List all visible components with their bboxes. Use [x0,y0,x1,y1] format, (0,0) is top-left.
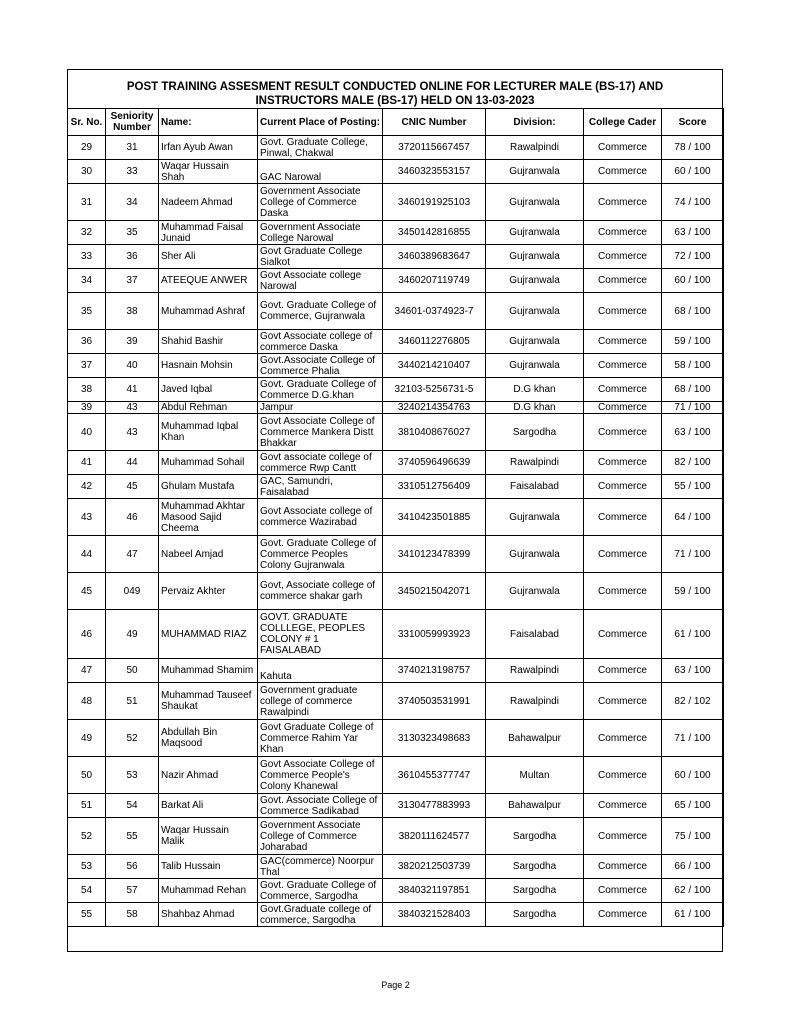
cell-score: 66 / 100 [662,855,724,879]
cell-cadre: Commerce [584,136,662,160]
cell-place: Govt Associate college of commerce Daska [258,330,383,354]
cell-place: Govt Graduate College Sialkot [258,245,383,269]
table-row [68,903,724,927]
table-row [68,855,724,879]
cell-name: Abdul Rehman [159,402,258,414]
cell-cnic: 3310059993923 [383,610,486,659]
cell-score: 65 / 100 [662,794,724,818]
cell-score: 74 / 100 [662,184,724,221]
cell-score: 71 / 100 [662,536,724,573]
cell-name: Waqar Hussain Shah [159,160,258,184]
cell-name: Muhammad Sohail [159,451,258,475]
cell-cnic: 3130323498683 [383,720,486,757]
cell-sr: 49 [68,720,106,757]
cell-seniority: 56 [106,855,159,879]
cell-score: 59 / 100 [662,330,724,354]
cell-name: Sher Ali [159,245,258,269]
cell-cadre: Commerce [584,879,662,903]
cell-division: Rawalpindi [486,659,584,683]
cell-seniority: 39 [106,330,159,354]
cell-place: Government graduate college of commerce Rawalpindi [258,683,383,720]
cell-division: Multan [486,757,584,794]
page-number: Page 2 [381,980,410,990]
table-row [68,402,724,414]
header-name: Name: [159,109,258,136]
cell-sr: 30 [68,160,106,184]
cell-cnic: 32103-5256731-5 [383,378,486,402]
cell-cadre: Commerce [584,720,662,757]
cell-place: Govt associate college of commerce Rwp Cantt [258,451,383,475]
cell-division: Sargodha [486,879,584,903]
cell-sr: 37 [68,354,106,378]
cell-score: 68 / 100 [662,293,724,330]
cell-place: Government Associate College of Commerce Joharabad [258,818,383,855]
cell-name: Nadeem Ahmad [159,184,258,221]
table-row [68,659,724,683]
cell-score: 59 / 100 [662,573,724,610]
cell-cadre: Commerce [584,269,662,293]
cell-cnic: 3460112276805 [383,330,486,354]
cell-sr: 50 [68,757,106,794]
header-seniority: Seniority Number [106,109,159,136]
cell-division: Gujranwala [486,573,584,610]
cell-cadre: Commerce [584,683,662,720]
cell-place: Govt. Associate College of Commerce Sadikabad [258,794,383,818]
cell-sr: 54 [68,879,106,903]
cell-cadre: Commerce [584,573,662,610]
cell-seniority: 49 [106,610,159,659]
cell-cnic: 3740213198757 [383,659,486,683]
header-division: Division: [486,109,584,136]
cell-division: Gujranwala [486,354,584,378]
table-row [68,136,724,160]
cell-cadre: Commerce [584,610,662,659]
cell-score: 72 / 100 [662,245,724,269]
cell-division: Gujranwala [486,293,584,330]
cell-sr: 51 [68,794,106,818]
cell-score: 61 / 100 [662,903,724,927]
cell-seniority: 34 [106,184,159,221]
cell-name: Nazir Ahmad [159,757,258,794]
cell-cnic: 3310512756409 [383,475,486,499]
cell-score: 64 / 100 [662,499,724,536]
cell-division: Bahawalpur [486,720,584,757]
cell-score: 68 / 100 [662,378,724,402]
cell-sr: 32 [68,221,106,245]
cell-place: Govt.Associate College of Commerce Phalia [258,354,383,378]
cell-seniority: 33 [106,160,159,184]
cell-sr: 36 [68,330,106,354]
cell-sr: 38 [68,378,106,402]
cell-seniority: 40 [106,354,159,378]
cell-seniority: 58 [106,903,159,927]
table-row [68,451,724,475]
cell-name: Nabeel Amjad [159,536,258,573]
table-row [68,720,724,757]
cell-name: Shahid Bashir [159,330,258,354]
cell-cnic: 3740503531991 [383,683,486,720]
table-row [68,879,724,903]
cell-score: 63 / 100 [662,659,724,683]
cell-place: Govt Associate College of Commerce People's Colony Khanewal [258,757,383,794]
cell-name: Muhammad Akhtar Masood Sajid Cheema [159,499,258,536]
cell-name: Hasnain Mohsin [159,354,258,378]
cell-sr: 55 [68,903,106,927]
cell-cnic: 3460389683647 [383,245,486,269]
table-row [68,221,724,245]
cell-seniority: 46 [106,499,159,536]
cell-sr: 52 [68,818,106,855]
cell-cadre: Commerce [584,354,662,378]
table-row [68,354,724,378]
cell-seniority: 43 [106,402,159,414]
cell-score: 63 / 100 [662,221,724,245]
table-row [68,475,724,499]
cell-cadre: Commerce [584,475,662,499]
cell-division: Rawalpindi [486,451,584,475]
cell-place: Government Associate College of Commerce Daska [258,184,383,221]
table-row [68,269,724,293]
cell-sr: 45 [68,573,106,610]
cell-seniority: 57 [106,879,159,903]
cell-division: Gujranwala [486,499,584,536]
cell-name: Muhammad Ashraf [159,293,258,330]
cell-cnic: 3440214210407 [383,354,486,378]
cell-score: 78 / 100 [662,136,724,160]
cell-place: Govt. Graduate College of Commerce D.G.khan [258,378,383,402]
table-row [68,184,724,221]
cell-name: Muhammad Faisal Junaid [159,221,258,245]
cell-division: D.G khan [486,402,584,414]
cell-cnic: 3460323553157 [383,160,486,184]
table-row [68,378,724,402]
cell-seniority: 36 [106,245,159,269]
cell-seniority: 35 [106,221,159,245]
table-row [68,610,724,659]
cell-name: Barkat Ali [159,794,258,818]
header-cnic: CNIC Number [383,109,486,136]
cell-division: Gujranwala [486,245,584,269]
cell-name: Irfan Ayub Awan [159,136,258,160]
cell-name: MUHAMMAD RIAZ [159,610,258,659]
cell-place: Govt. Graduate College of Commerce, Gujranwala [258,293,383,330]
cell-name: Muhammad Tauseef Shaukat [159,683,258,720]
cell-seniority: 53 [106,757,159,794]
cell-cnic: 3450142816855 [383,221,486,245]
cell-seniority: 45 [106,475,159,499]
cell-sr: 44 [68,536,106,573]
table-row [68,818,724,855]
cell-cnic: 3820111624577 [383,818,486,855]
cell-cnic: 3810408676027 [383,414,486,451]
cell-place: Govt Graduate College of Commerce Rahim Yar Khan [258,720,383,757]
cell-cnic: 3720115667457 [383,136,486,160]
cell-score: 60 / 100 [662,160,724,184]
cell-cadre: Commerce [584,378,662,402]
table-row [68,683,724,720]
cell-name: Muhammad Rehan [159,879,258,903]
cell-cnic: 3840321197851 [383,879,486,903]
cell-score: 82 / 100 [662,451,724,475]
cell-sr: 40 [68,414,106,451]
cell-place: Govt.Graduate college of commerce, Sargodha [258,903,383,927]
cell-place: Jampur [258,402,383,414]
cell-sr: 48 [68,683,106,720]
cell-cadre: Commerce [584,794,662,818]
cell-cnic: 3840321528403 [383,903,486,927]
cell-place: Govt. Graduate College, Pinwal, Chakwal [258,136,383,160]
cell-division: Sargodha [486,414,584,451]
table-row [68,330,724,354]
cell-cadre: Commerce [584,414,662,451]
table-row [68,573,724,610]
cell-sr: 33 [68,245,106,269]
cell-sr: 41 [68,451,106,475]
cell-place: Govt. Graduate College of Commerce, Sargodha [258,879,383,903]
cell-sr: 35 [68,293,106,330]
cell-cadre: Commerce [584,855,662,879]
cell-place: Kahuta [258,659,383,683]
cell-sr: 31 [68,184,106,221]
cell-cnic: 3460191925103 [383,184,486,221]
cell-division: Gujranwala [486,184,584,221]
cell-cadre: Commerce [584,757,662,794]
cell-name: Muhammad Iqbal Khan [159,414,258,451]
cell-seniority: 47 [106,536,159,573]
cell-division: Rawalpindi [486,136,584,160]
cell-name: Javed Iqbal [159,378,258,402]
cell-score: 75 / 100 [662,818,724,855]
cell-score: 58 / 100 [662,354,724,378]
cell-score: 61 / 100 [662,610,724,659]
cell-seniority: 55 [106,818,159,855]
table-row [68,757,724,794]
cell-score: 60 / 100 [662,757,724,794]
cell-division: D.G khan [486,378,584,402]
cell-cadre: Commerce [584,221,662,245]
cell-name: Ghulam Mustafa [159,475,258,499]
title-line-2: INSTRUCTORS MALE (BS-17) HELD ON 13-03-2023 [255,95,535,107]
cell-cnic: 3450215042071 [383,573,486,610]
cell-division: Rawalpindi [486,683,584,720]
table-row [68,414,724,451]
header-place: Current Place of Posting: [258,109,383,136]
cell-cadre: Commerce [584,330,662,354]
cell-place: Government Associate College Narowal [258,221,383,245]
cell-score: 55 / 100 [662,475,724,499]
cell-name: Pervaiz Akhter [159,573,258,610]
cell-seniority: 31 [106,136,159,160]
cell-name: Waqar Hussain Malik [159,818,258,855]
cell-sr: 53 [68,855,106,879]
cell-sr: 29 [68,136,106,160]
table-header-row [68,109,724,136]
cell-cnic: 3740596496639 [383,451,486,475]
cell-cnic: 3410123478399 [383,536,486,573]
cell-cadre: Commerce [584,818,662,855]
title-line-1: POST TRAINING ASSESMENT RESULT CONDUCTED ONLINE FOR LECTURER MALE (BS-17) AND [126,81,664,93]
cell-name: Talib Hussain [159,855,258,879]
cell-place: Govt. Graduate College of Commerce Peoples Colony Gujranwala [258,536,383,573]
cell-seniority: 37 [106,269,159,293]
cell-place: Govt Associate college of commerce Wazirabad [258,499,383,536]
result-table [67,108,724,927]
cell-seniority: 52 [106,720,159,757]
cell-sr: 47 [68,659,106,683]
cell-cnic: 34601-0374923-7 [383,293,486,330]
cell-division: Gujranwala [486,160,584,184]
table-row [68,794,724,818]
cell-sr: 42 [68,475,106,499]
cell-sr: 39 [68,402,106,414]
cell-division: Sargodha [486,903,584,927]
cell-division: Faisalabad [486,475,584,499]
cell-division: Sargodha [486,855,584,879]
cell-cadre: Commerce [584,245,662,269]
cell-place: Govt Associate college Narowal [258,269,383,293]
cell-division: Gujranwala [486,330,584,354]
table-row [68,536,724,573]
cell-cnic: 3820212503739 [383,855,486,879]
cell-seniority: 50 [106,659,159,683]
cell-sr: 46 [68,610,106,659]
table-row [68,160,724,184]
header-cadre: College Cader [584,109,662,136]
cell-name: ATEEQUE ANWER [159,269,258,293]
table-row [68,293,724,330]
cell-seniority: 44 [106,451,159,475]
cell-cadre: Commerce [584,451,662,475]
cell-place: Govt Associate College of Commerce Mankera Distt Bhakkar [258,414,383,451]
cell-seniority: 38 [106,293,159,330]
cell-name: Muhammad Shamim [159,659,258,683]
cell-name: Abdullah Bin Maqsood [159,720,258,757]
cell-cadre: Commerce [584,536,662,573]
cell-cnic: 3130477883993 [383,794,486,818]
cell-division: Bahawalpur [486,794,584,818]
cell-score: 62 / 100 [662,879,724,903]
cell-division: Gujranwala [486,536,584,573]
cell-place: Govt, Associate college of commerce shakar garh [258,573,383,610]
cell-seniority: 41 [106,378,159,402]
cell-division: Sargodha [486,818,584,855]
document-title [67,80,723,108]
cell-cnic: 3610455377747 [383,757,486,794]
cell-cadre: Commerce [584,903,662,927]
cell-sr: 43 [68,499,106,536]
cell-place: GAC Narowal [258,160,383,184]
table-body [68,136,724,927]
cell-division: Faisalabad [486,610,584,659]
cell-cadre: Commerce [584,659,662,683]
cell-score: 60 / 100 [662,269,724,293]
cell-score: 71 / 100 [662,402,724,414]
cell-cnic: 3240214354763 [383,402,486,414]
cell-place: GAC, Samundri, Faisalabad [258,475,383,499]
cell-name: Shahbaz Ahmad [159,903,258,927]
cell-sr: 34 [68,269,106,293]
cell-cadre: Commerce [584,184,662,221]
cell-score: 82 / 102 [662,683,724,720]
table-row [68,245,724,269]
cell-place: GAC(commerce) Noorpur Thal [258,855,383,879]
header-sr: Sr. No. [68,109,106,136]
cell-cadre: Commerce [584,499,662,536]
cell-place: GOVT. GRADUATE COLLLEGE, PEOPLES COLONY # 1 FAISALABAD [258,610,383,659]
cell-score: 63 / 100 [662,414,724,451]
cell-score: 71 / 100 [662,720,724,757]
cell-seniority: 43 [106,414,159,451]
cell-cadre: Commerce [584,402,662,414]
cell-division: Gujranwala [486,269,584,293]
cell-seniority: 54 [106,794,159,818]
table-row [68,499,724,536]
cell-cnic: 3410423501885 [383,499,486,536]
cell-cadre: Commerce [584,293,662,330]
header-score: Score [662,109,724,136]
cell-seniority: 049 [106,573,159,610]
cell-cnic: 3460207119749 [383,269,486,293]
cell-division: Gujranwala [486,221,584,245]
cell-seniority: 51 [106,683,159,720]
cell-cadre: Commerce [584,160,662,184]
